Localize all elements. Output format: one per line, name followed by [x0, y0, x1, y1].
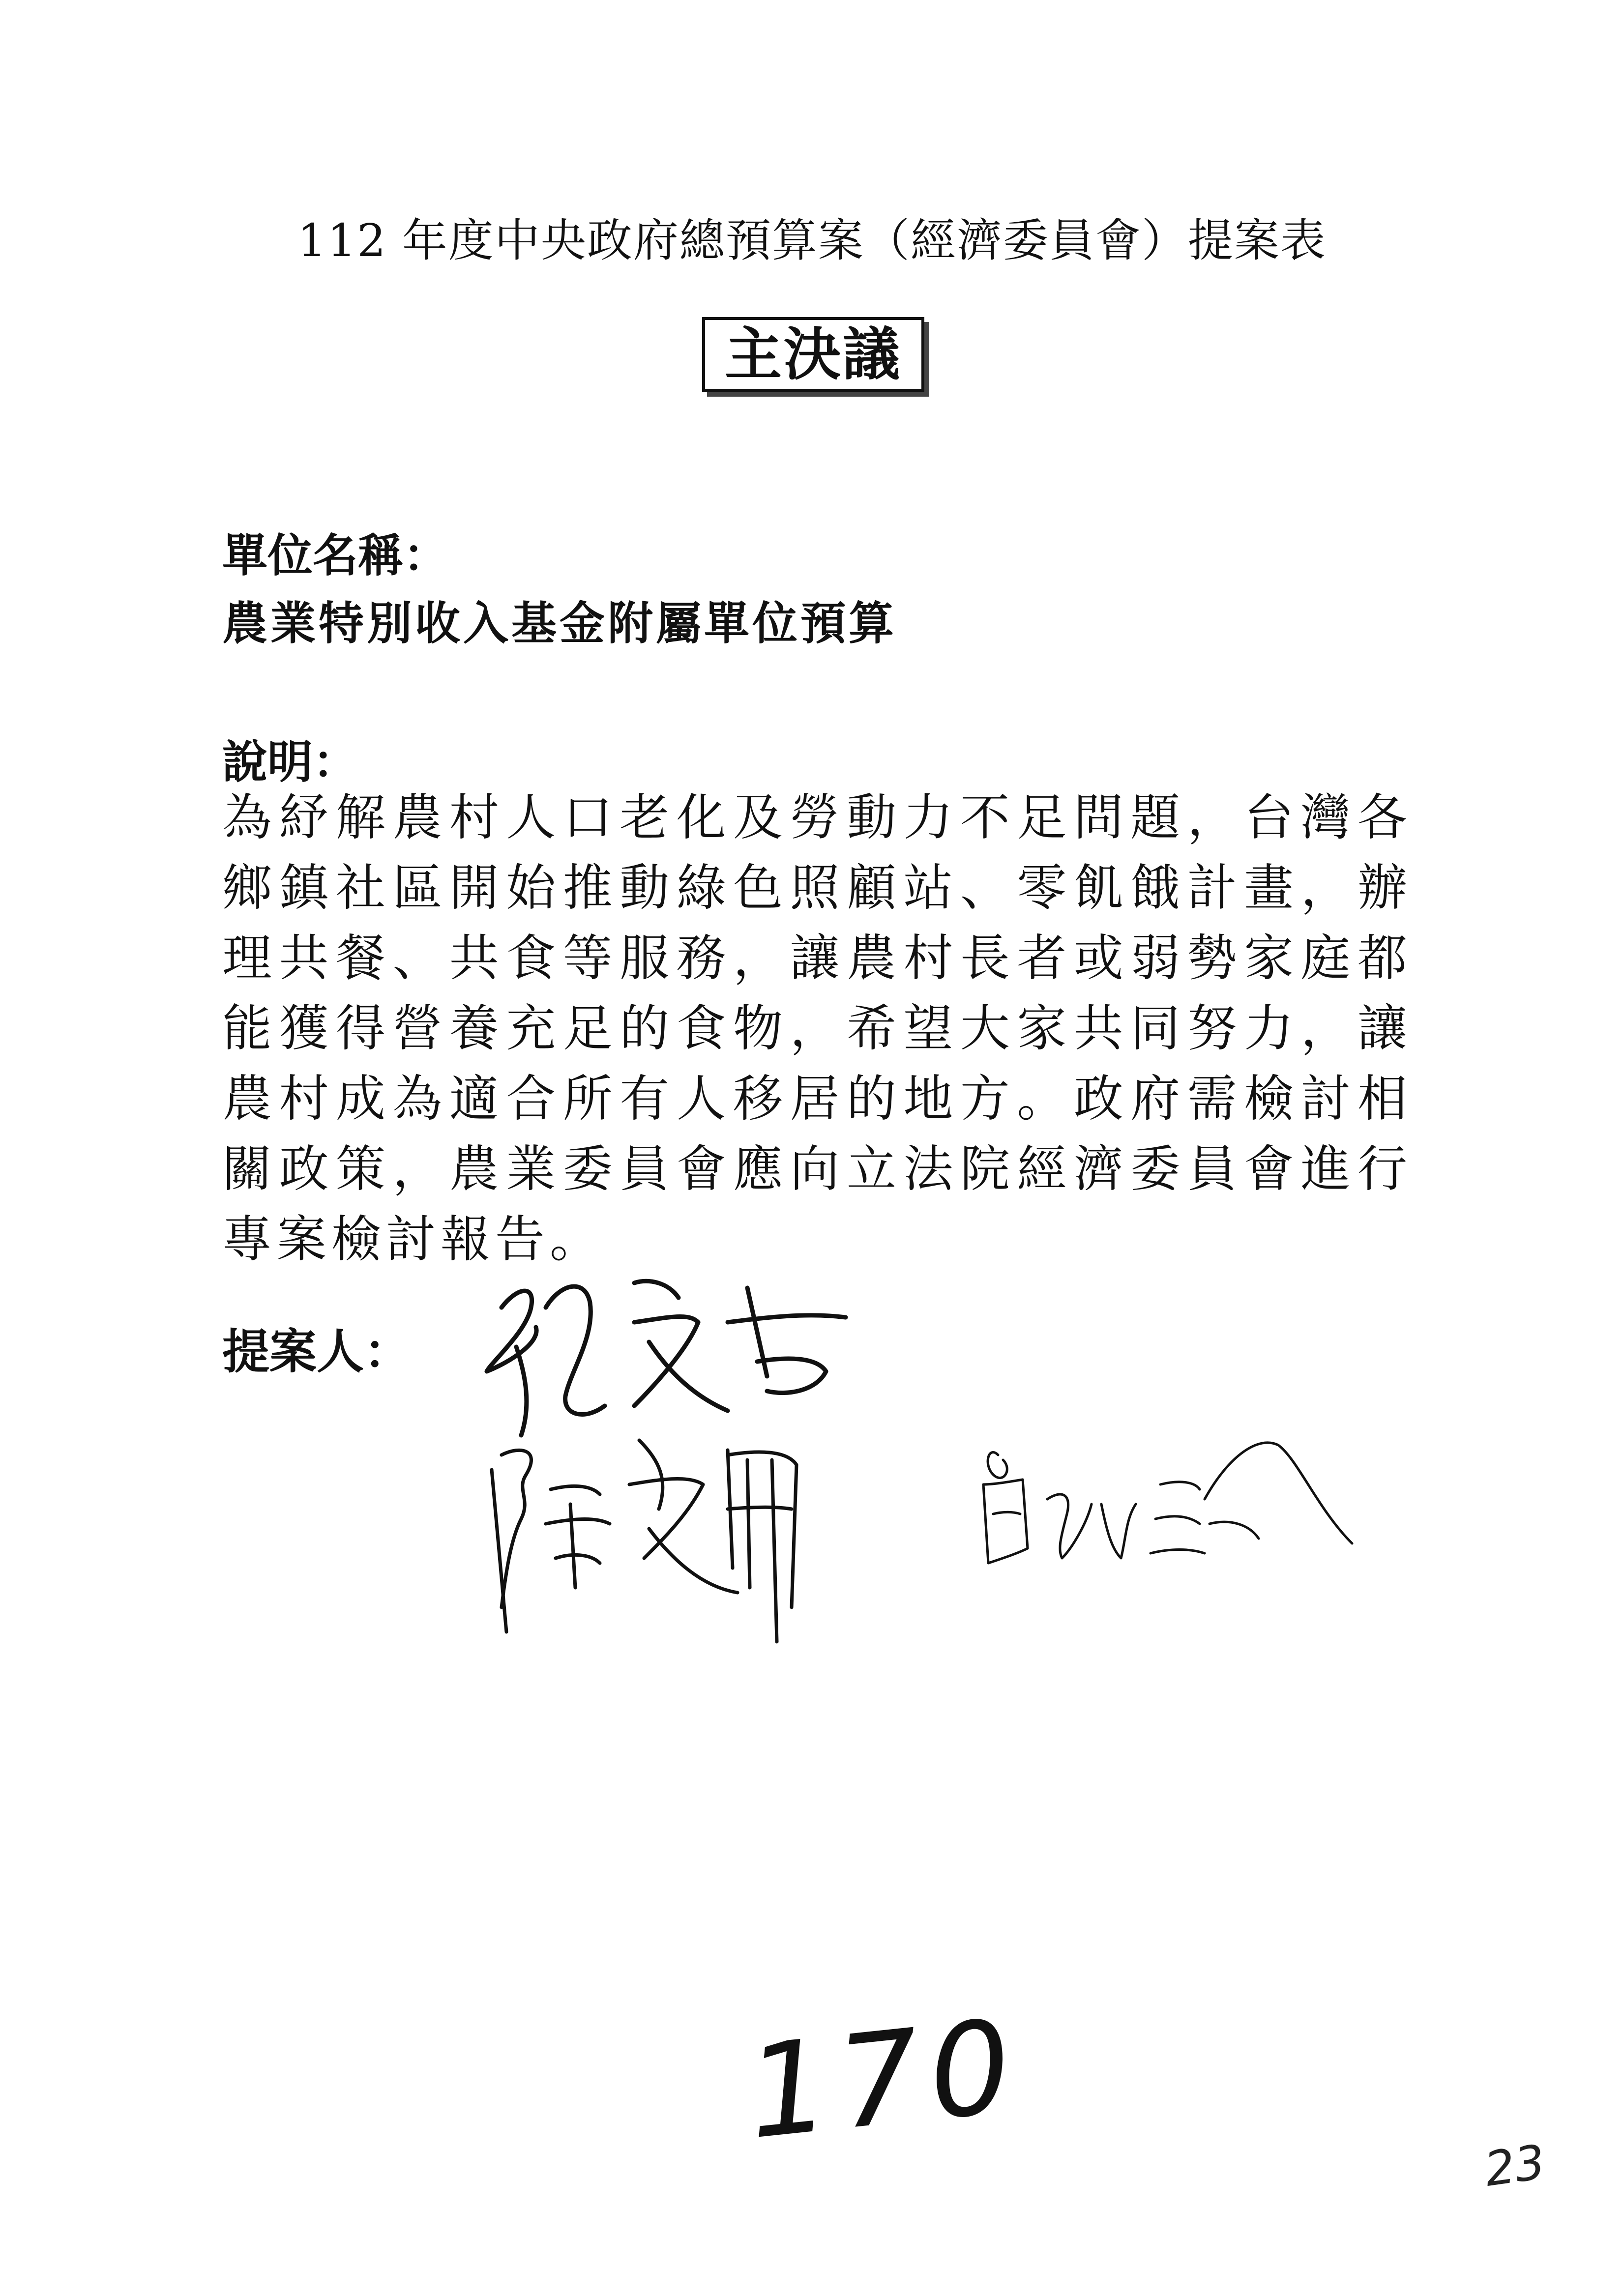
title-text: 112 年度中央政府總預算案（經濟委員會）提案表 — [297, 214, 1327, 267]
unit-label: 單位名稱： — [222, 529, 449, 582]
proposer-label: 提案人： — [222, 1324, 411, 1379]
proposer-signature-3 — [974, 1425, 1377, 1602]
page-number: 170 — [740, 1991, 1028, 2168]
description-label: 說明： — [222, 735, 358, 788]
proposer-signature-2 — [472, 1411, 875, 1647]
unit-name: 農業特別收入基金附屬單位預算 — [222, 597, 897, 650]
resolution-type: 主決議 — [725, 321, 902, 388]
resolution-type-box — [702, 317, 924, 392]
page-title — [0, 211, 1624, 270]
corner-number: 23 — [1481, 2134, 1549, 2197]
description-text: 為紓解農村人口老化及勞動力不足問題，台灣各鄉鎮社區開始推動綠色照顧站、零飢餓計畫，辦理共餐、共食等服務，讓農村長者或弱勢家庭都能獲得營養充足的食物，希望大家共同努力，讓農村成為適合所有人移居的地方。政府需檢討相關政策，農業委員會應向立法院經濟委員會進行專案檢討報告。 — [222, 788, 1412, 1268]
